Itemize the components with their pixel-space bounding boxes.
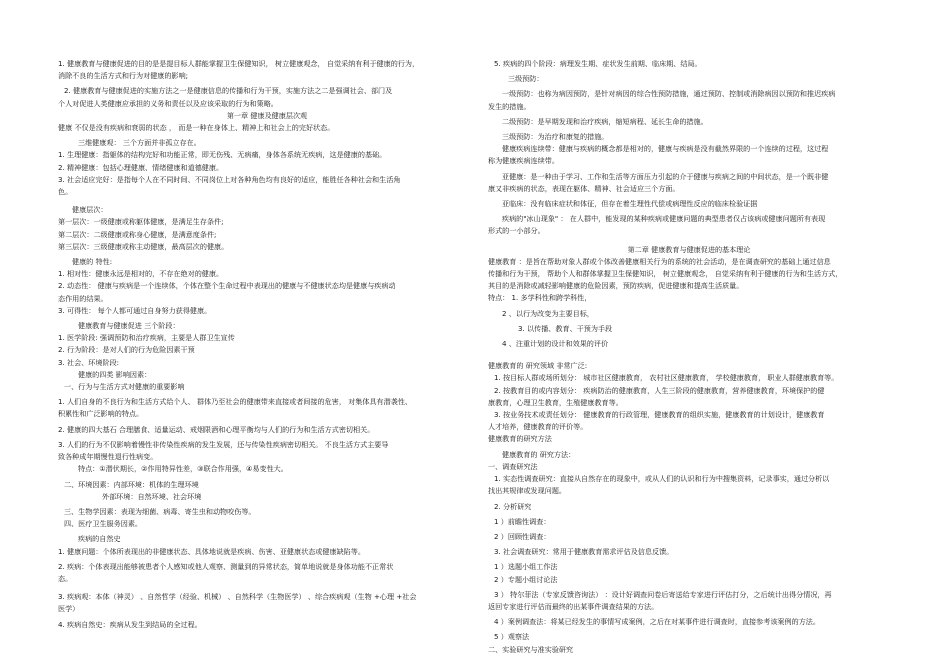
text-line: 1. 医学阶段: 强调预防和治疗疾病，主要是人群卫生宣传 <box>58 333 235 343</box>
text-line: 3. 按业务技术或责任划分： 健康教育的行政管理，健康教育的组织实施，健康教育的计划设计，健康教育 <box>494 410 825 420</box>
text-line: 2. 分析研究 <box>494 501 532 511</box>
text-line: 1. 相对性：健康永远是相对的，不存在绝对的健康。 <box>58 269 224 279</box>
text-line: 三级预防： <box>508 74 544 84</box>
text-line: 4 、注重计划的设计和效果的评价 <box>502 339 609 349</box>
text-line: 健康教育 ：是旨在帮助对象人群或个体改善健康相关行为的系统的社会活动，是在调查研究的基础上通过信息 <box>488 256 831 266</box>
text-line: 2 、以行为改变为主要目标， <box>502 308 594 318</box>
text-line: 3. 社会调查研究：常用于健康教育需求评估及信息反馈。 <box>494 547 674 557</box>
text-line: 其目的是消除或减轻影响健康的危险因素，预防疾病，促进健康和提高生活质量。 <box>488 281 744 291</box>
text-line: 康教育，心理卫生教育，生殖健康教育等。 <box>488 397 623 407</box>
text-line: 3. 疾病观：本体（神灵） 、自然哲学（经验、机械） 、自然科学（生物医学） 、综合疾病观（生物 +心理 +社会 <box>58 592 417 602</box>
text-line: 1 ）选题小组工作法 <box>494 562 558 572</box>
text-line: 三级预防：为治疗和康复的措施。 <box>502 132 609 142</box>
text-line: 4 ）案例调查法：将某已经发生的事情写成案例，之后在对某事件进行调查时，直接参考该案例的方法。 <box>494 617 820 627</box>
text-line: 疾病的自然史 <box>78 534 121 544</box>
text-line: 第三层次：三级健康或称主动健康，最高层次的健康。 <box>58 241 229 251</box>
text-line: 1. 健康教育与健康促进的目的是是提目标人群能掌握卫生保健知识， 树立健康观念， 自觉采纳有利于健康的行为， <box>58 59 420 68</box>
text-line: 2. 疾病：个体表现出能够被患者个人感知或他人观察、测量到的异常状态，简单地说就是身体功能不正常状 <box>58 561 394 571</box>
text-line: 2. 按教育目的或内容划分： 疾病防治的健康教育，人生三阶段的健康教育，营养健康教育，环境保护的健 <box>494 385 825 395</box>
text-line: 健康的四类 影响因素： <box>78 369 152 379</box>
text-line: 传播和行为干预， 帮助个人和群体掌握卫生保健知识， 树立健康观念， 自觉采纳有利于健康的行为和生活方式， <box>488 269 843 279</box>
text-line: 态。 <box>58 573 73 583</box>
text-line: 2. 行为阶段：是对人们的行为危险因素干预 <box>58 345 195 355</box>
text-line: 2. 健康教育与健康促进的实施方法之一是健康信息的传播和行为干预，实施方法之二是强调社会、部门及 <box>64 86 393 96</box>
text-line: 1. 生理健康：指躯体的结构完好和功能正常，即无伤残、无病痛，身体各系统无疾病，这是健康的基础。 <box>58 150 387 160</box>
text-line: 态作用的结果。 <box>58 293 108 303</box>
text-line: 四、医疗卫生服务因素。 <box>64 519 143 529</box>
text-line: 第二层次：二级健康或称身心健康，是满意度条件; <box>58 229 217 239</box>
text-line: 3. 社会适应完好：是指每个人在不同时间、不同岗位上对各种角色均有良好的适应，能胜任各种社会和生活角 <box>58 174 401 184</box>
text-line: 健康疾病连续带：健康与疾病的概念都是相对的，健康与疾病是没有截然界限的一个连续的过程，这过程 <box>502 144 829 154</box>
text-line: 2 ）专题小组讨论法 <box>494 574 558 584</box>
text-line: 1. 人们自身的不良行为和生活方式给个人、 群体乃至社会的健康带来直接或者间接的危害， 对集体具有潜袭性、 <box>58 397 413 407</box>
text-line: 医学） <box>58 604 80 614</box>
text-line: 健康教育的 研究方法： <box>502 449 576 459</box>
text-line: 色。 <box>58 187 73 197</box>
text-line: 3. 可得性： 每个人都可通过自身努力获得健康。 <box>58 305 212 315</box>
text-line: 第一章 健康及健康层次观 <box>226 110 308 120</box>
text-line: 健康教育与健康促进 三个阶段： <box>78 321 180 331</box>
text-line: 2. 精神健康：包括心理健康、情绪健康和道德健康。 <box>58 162 224 172</box>
text-line: 第二章 健康教育与健康促进的基本理论 <box>627 244 751 254</box>
text-line: 健康层次： <box>72 205 108 215</box>
text-line: 5 ）观察法 <box>494 632 530 642</box>
text-line: 一、调查研究法 <box>488 461 538 471</box>
text-line: 2. 动态性： 健康与疾病是一个连续体，个体在整个生命过程中表现出的健康与不健康状态均是健康与疾病动 <box>58 281 396 291</box>
text-line: 3. 以传播、教育、干预为手段 <box>518 323 613 333</box>
text-line: 特点：①潜伏期长，②作用特异性差，③联合作用强，④易变性大。 <box>78 464 288 474</box>
text-line: 形式的一小部分。 <box>488 226 545 236</box>
text-line: 健康教育的 研究领域 非常广泛: <box>488 361 588 371</box>
text-line: 疾病的"冰山现象" ： 在人群中，能发现的某种疾病或健康问题的典型患者仅占该病或健康问题所有表现 <box>502 214 826 224</box>
text-line: 亚临床：没有临床症状和体征，但存在着生理性代偿或病理性反应的临床检验证据 <box>502 199 758 209</box>
text-line: 找出其规律或发现问题。 <box>488 486 567 496</box>
text-line: 第一层次：一级健康或称躯体健康，是满足生存条件; <box>58 217 224 227</box>
text-line: 特点： 1. 多学科性和跨学科性， <box>488 293 592 303</box>
text-line: 三、生物学因素：表现为细菌、病毒、寄生虫和动物咬伤等。 <box>64 506 256 516</box>
text-line: 1. 按目标人群或场所划分： 城市社区健康教育， 农村社区健康教育， 学校健康教育， 职业人群健康教育等。 <box>494 373 839 383</box>
text-line: 三维健康观： 三个方面并非孤立存在。 <box>78 138 201 148</box>
text-line: 积累性和广泛影响的特点。 <box>58 409 144 419</box>
text-line: 消除不良的生活方式和行为对健康的影响; <box>58 71 189 81</box>
text-line: 称为健康疾病连续带。 <box>488 156 559 166</box>
text-line: 个人对促进人类健康应承担的义务和责任以及应该采取的行为和策略。 <box>58 98 278 108</box>
text-line: 亚健康：是一种由于学习、工作和生活等方面压力引起的介于健康与疾病之间的中间状态，是一个既非健 <box>502 171 829 181</box>
text-line: 一级预防：也称为病因预防，是针对病因的综合性预防措施，通过预防、控制或消除病因以预防和推迟疾病 <box>502 89 836 99</box>
text-line: 一、行为与生活方式对健康的重要影响 <box>64 382 185 392</box>
text-line: 二、实验研究与准实验研究 <box>488 644 574 654</box>
text-line: 3. 人们的行为不仅影响着慢性非传染性疾病的发生发展，还与传染性疾病密切相关。 不良生活方式主要导 <box>58 439 389 449</box>
right-column <box>488 58 890 656</box>
text-line: 外部环境：自然环境、社会环境 <box>102 491 202 501</box>
text-line: 发生的措施。 <box>488 101 531 111</box>
text-line: 1 ）前瞻性调查： <box>494 516 551 526</box>
text-line: 二、环境因素：内部环境：机体的生理环境 <box>64 479 199 489</box>
text-line: 1. 健康问题：个体所表现出的非健康状态、具体地说就是疾病、伤害、亚健康状态或健康缺陷等。 <box>58 546 365 556</box>
text-line: 3 ） 特尔菲法（专家反馈咨询法） ：设计好调查问卷后寄送给专家进行评估打分，之后统计出得分情况，再 <box>494 589 832 599</box>
text-line: 健康的 特性: <box>72 257 113 267</box>
text-line: 致各种成年期慢性退行性病变。 <box>58 452 158 462</box>
text-line: 5. 疾病的四个阶段：病理发生期、症状发生前期、临床期、结局。 <box>494 59 702 68</box>
text-line: 返回专家进行评估而最终的出某事件调查结果的方法。 <box>488 601 659 611</box>
text-line: 3. 社会、环境阶段: <box>58 357 120 367</box>
text-line: 人才培养，健康教育的评价等。 <box>488 422 588 432</box>
text-line: 康又非疾病的状态，表现在躯体、精神、社会适应三个方面。 <box>488 183 680 193</box>
text-line: 4. 疾病自然史：疾病从发生到结局的全过程。 <box>58 619 202 629</box>
text-line: 1. 实态性调查研究：直接从自然存在的现象中，或从人们的认识和行为中搜集资料，记录事实，通过分析以 <box>494 474 830 484</box>
text-line: 健康教育的研究方法 <box>488 434 552 444</box>
left-column <box>58 58 476 631</box>
text-line: 2. 健康的四大基石 合理膳食、适量运动、戒烟限酒和心理平衡均与人们的行为和生活方式密切相关。 <box>58 424 375 434</box>
text-line: 健康 不仅是没有疾病和衰弱的状态 ， 而是一种在身体上、精神上和社会上的完好状态。 <box>58 123 335 133</box>
text-line: 二级预防：是早期发现和治疗疾病，缩短病程、延长生命的措施。 <box>502 116 708 126</box>
text-line: 2 ）回顾性调查： <box>494 531 551 541</box>
